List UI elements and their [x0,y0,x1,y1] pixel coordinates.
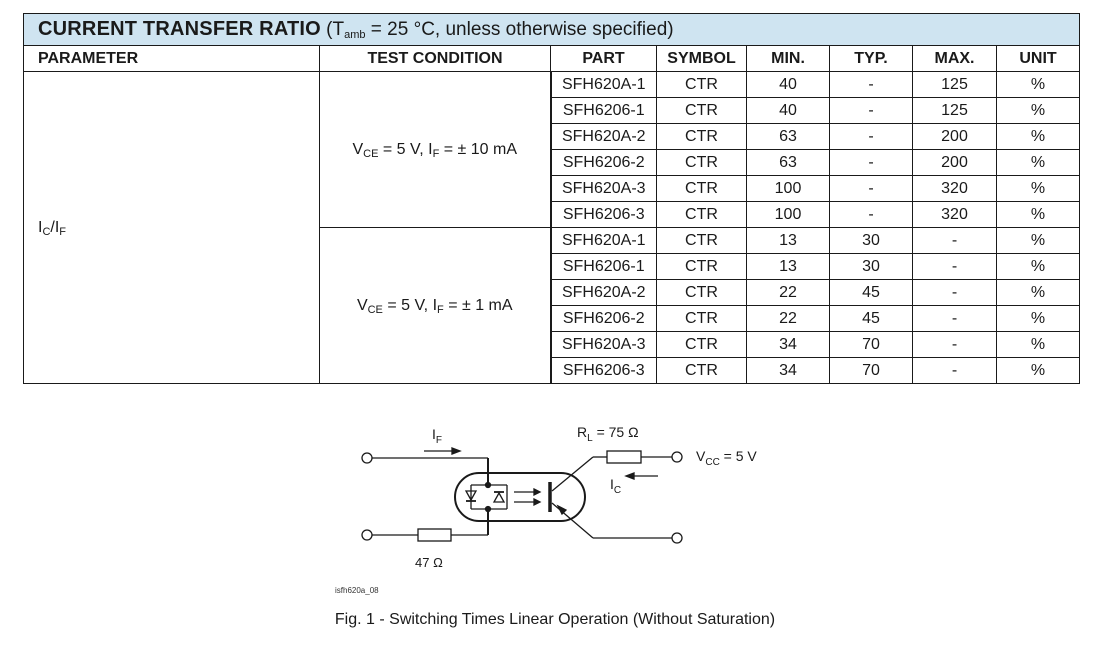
rl-label: $R_L = 75$ Ω [577,424,639,444]
symbol-cell: CTR [657,280,747,306]
max-cell: 320 [913,176,997,202]
resistor-47 [418,529,451,541]
symbol-cell: CTR [657,150,747,176]
unit-cell: % [997,176,1080,202]
min-cell: 100 [747,176,830,202]
unit-cell: % [997,280,1080,306]
symbol-cell: CTR [657,306,747,332]
min-cell: 34 [747,332,830,358]
figure-id: isfh620a_08 [335,586,379,595]
typ-cell: 30 [830,228,913,254]
symbol-cell: CTR [657,228,747,254]
header-min: MIN. [747,46,830,72]
unit-cell: % [997,332,1080,358]
ctr-table [23,13,1080,384]
typ-cell: 70 [830,332,913,358]
typ-cell: - [830,150,913,176]
typ-cell: 45 [830,306,913,332]
max-cell: - [913,254,997,280]
unit-cell: % [997,72,1080,98]
unit-cell: % [997,228,1080,254]
min-cell: 40 [747,72,830,98]
min-cell: 34 [747,358,830,384]
table-title [24,14,1080,46]
diode-2 [494,493,504,502]
header-typ: TYP. [830,46,913,72]
min-cell: 13 [747,254,830,280]
figure-caption: Fig. 1 - Switching Times Linear Operation (Without Saturation) [334,611,776,628]
if-label: $I_F$ [432,426,442,446]
symbol-cell: CTR [657,124,747,150]
symbol-cell: CTR [657,358,747,384]
symbol-cell: CTR [657,72,747,98]
symbol-cell: CTR [657,176,747,202]
part-cell: SFH6206-1 [551,98,657,124]
table-row [24,72,1080,98]
unit-cell: % [997,306,1080,332]
symbol-cell: CTR [657,254,747,280]
max-cell: 200 [913,124,997,150]
typ-cell: - [830,98,913,124]
max-cell: 320 [913,202,997,228]
table-title-row [24,14,1080,46]
typ-cell: - [830,202,913,228]
typ-cell: - [830,176,913,202]
title-condition: (T [320,19,345,40]
typ-cell: 70 [830,358,913,384]
min-cell: 40 [747,98,830,124]
part-cell: SFH6206-3 [551,358,657,384]
symbol-cell: CTR [657,202,747,228]
unit-cell: % [997,98,1080,124]
ic-label: $I_C$ [610,476,622,496]
unit-cell: % [997,358,1080,384]
part-cell: SFH6206-2 [551,306,657,332]
part-cell: SFH620A-2 [551,124,657,150]
test-condition-cell: $V_{CE} = 5$ V, $I_F$ = ± 1 mA [320,228,551,384]
part-cell: SFH620A-2 [551,280,657,306]
symbol-cell: CTR [657,332,747,358]
min-cell: 22 [747,306,830,332]
title-condition-suffix: = 25 °C, unless otherwise specified) [365,19,674,40]
symbol-cell: CTR [657,98,747,124]
max-cell: 125 [913,98,997,124]
header-test-condition: TEST CONDITION [320,46,551,72]
min-cell: 100 [747,202,830,228]
max-cell: 125 [913,72,997,98]
min-cell: 63 [747,150,830,176]
title-condition-sub: amb [344,29,366,41]
resistor-rl [607,451,641,463]
part-cell: SFH620A-1 [551,72,657,98]
test-condition-cell: $V_{CE} = 5$ V, $I_F$ = ± 10 mA [320,72,551,228]
part-cell: SFH6206-2 [551,150,657,176]
unit-cell: % [997,254,1080,280]
max-cell: - [913,358,997,384]
header-part: PART [551,46,657,72]
terminal-in-top [362,453,372,463]
max-cell: - [913,306,997,332]
part-cell: SFH6206-1 [551,254,657,280]
header-parameter: PARAMETER [24,46,320,72]
typ-cell: - [830,124,913,150]
typ-cell: 45 [830,280,913,306]
parameter-cell: $I_C/I_F$ [24,72,320,384]
table-header-row [24,46,1080,72]
part-cell: SFH620A-3 [551,176,657,202]
part-cell: SFH620A-3 [551,332,657,358]
unit-cell: % [997,202,1080,228]
unit-cell: % [997,150,1080,176]
min-cell: 13 [747,228,830,254]
part-cell: SFH6206-3 [551,202,657,228]
header-symbol: SYMBOL [657,46,747,72]
table-body [24,72,1080,384]
table-title-main: CURRENT TRANSFER RATIO [38,18,321,40]
max-cell: 200 [913,150,997,176]
max-cell: - [913,332,997,358]
min-cell: 63 [747,124,830,150]
terminal-in-bottom [362,530,372,540]
vcc-label: $V_{CC} = 5$ V [696,448,757,468]
typ-cell: 30 [830,254,913,280]
terminal-out [672,533,682,543]
part-cell: SFH620A-1 [551,228,657,254]
unit-cell: % [997,124,1080,150]
header-unit: UNIT [997,46,1080,72]
r-input-label: 47 Ω [415,555,443,570]
max-cell: - [913,280,997,306]
terminal-vcc [672,452,682,462]
min-cell: 22 [747,280,830,306]
typ-cell: - [830,72,913,98]
max-cell: - [913,228,997,254]
header-max: MAX. [913,46,997,72]
